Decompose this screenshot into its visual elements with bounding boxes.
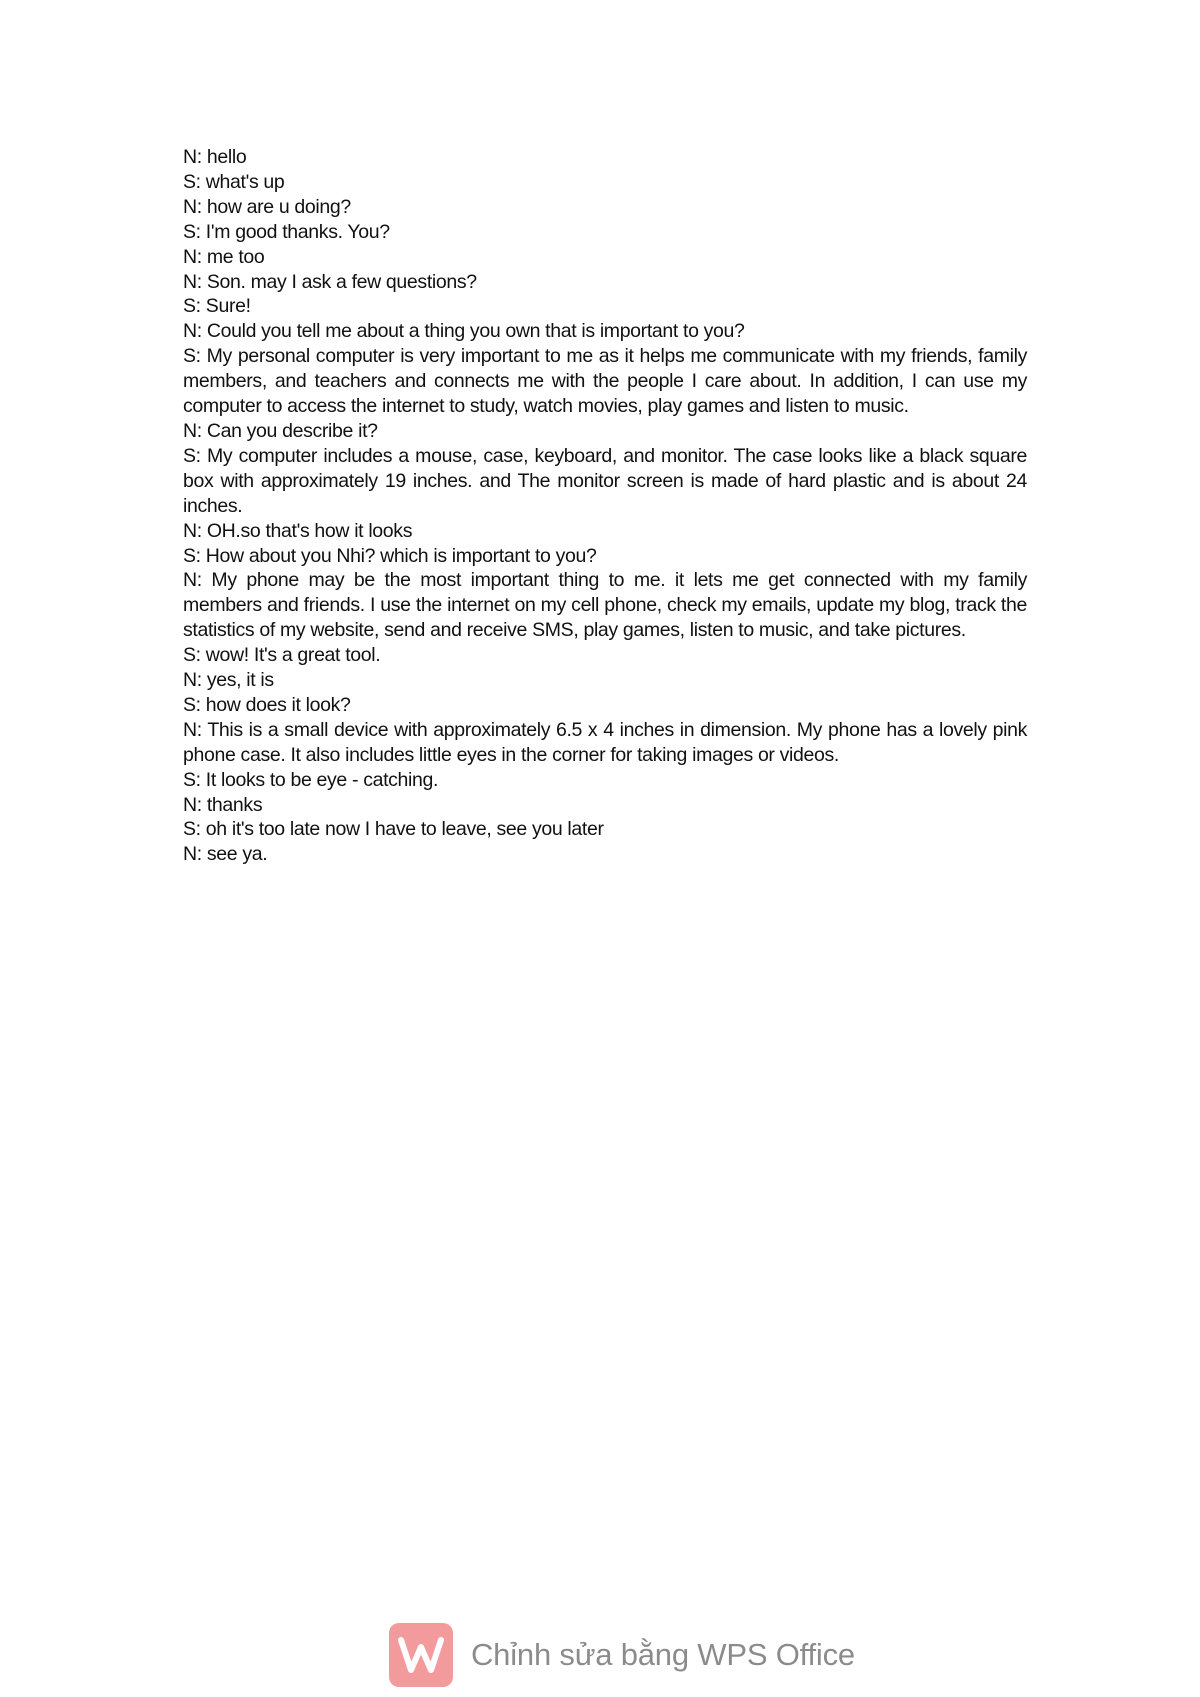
dialogue-line: N: Son. may I ask a few questions? <box>183 270 477 293</box>
dialogue-line: N: Can you describe it? <box>183 419 378 442</box>
dialogue-line: N: me too <box>183 245 265 268</box>
dialogue-line: N: how are u doing? <box>183 195 351 218</box>
dialogue-line: N: This is a small device with approximately 6.5 x 4 inches in dimension. My phone has a lovely pink phone case. It also includes little eyes in the corner for taking images or videos. <box>183 718 1027 766</box>
dialogue-line: S: wow! It's a great tool. <box>183 644 381 667</box>
dialogue-line: S: My personal computer is very important to me as it helps me communicate with my friends, family members, and teachers and connects me with the people I care about. In addition, I can use my computer to access the internet to study, watch movies, play games and listen to music. <box>183 345 1027 418</box>
dialogue-line: N: thanks <box>183 793 263 816</box>
dialogue-transcript <box>183 145 1027 867</box>
dialogue-line: S: how does it look? <box>183 693 351 716</box>
wps-watermark-text: Chỉnh sửa bằng WPS Office <box>471 1637 855 1672</box>
dialogue-line: N: hello <box>183 146 247 168</box>
dialogue-line: S: what's up <box>183 170 285 193</box>
wps-w-glyph-icon <box>398 1635 444 1675</box>
dialogue-line: N: OH.so that's how it looks <box>183 519 413 542</box>
dialogue-line: N: Could you tell me about a thing you own that is important to you? <box>183 320 745 343</box>
dialogue-line: N: yes, it is <box>183 669 274 692</box>
dialogue-line: S: How about you Nhi? which is important to you? <box>183 544 597 567</box>
dialogue-line: S: oh it's too late now I have to leave, see you later <box>183 818 604 841</box>
dialogue-line: S: I'm good thanks. You? <box>183 220 390 243</box>
dialogue-line: N: My phone may be the most important thing to me. it lets me get connected with my family members and friends. I use the internet on my cell phone, check my emails, update my blog, track the statistics of my website, send and receive SMS, play games, listen to music, and take pictures. <box>183 569 1027 642</box>
dialogue-line: S: Sure! <box>183 295 251 318</box>
dialogue-line: S: My computer includes a mouse, case, keyboard, and monitor. The case looks like a black square box with approximately 19 inches. and The monitor screen is made of hard plastic and is about 24 inches. <box>183 444 1027 517</box>
wps-office-logo-icon <box>389 1623 453 1687</box>
dialogue-line: N: see ya. <box>183 843 268 866</box>
wps-watermark <box>389 1620 855 1690</box>
dialogue-line: S: It looks to be eye - catching. <box>183 768 439 791</box>
